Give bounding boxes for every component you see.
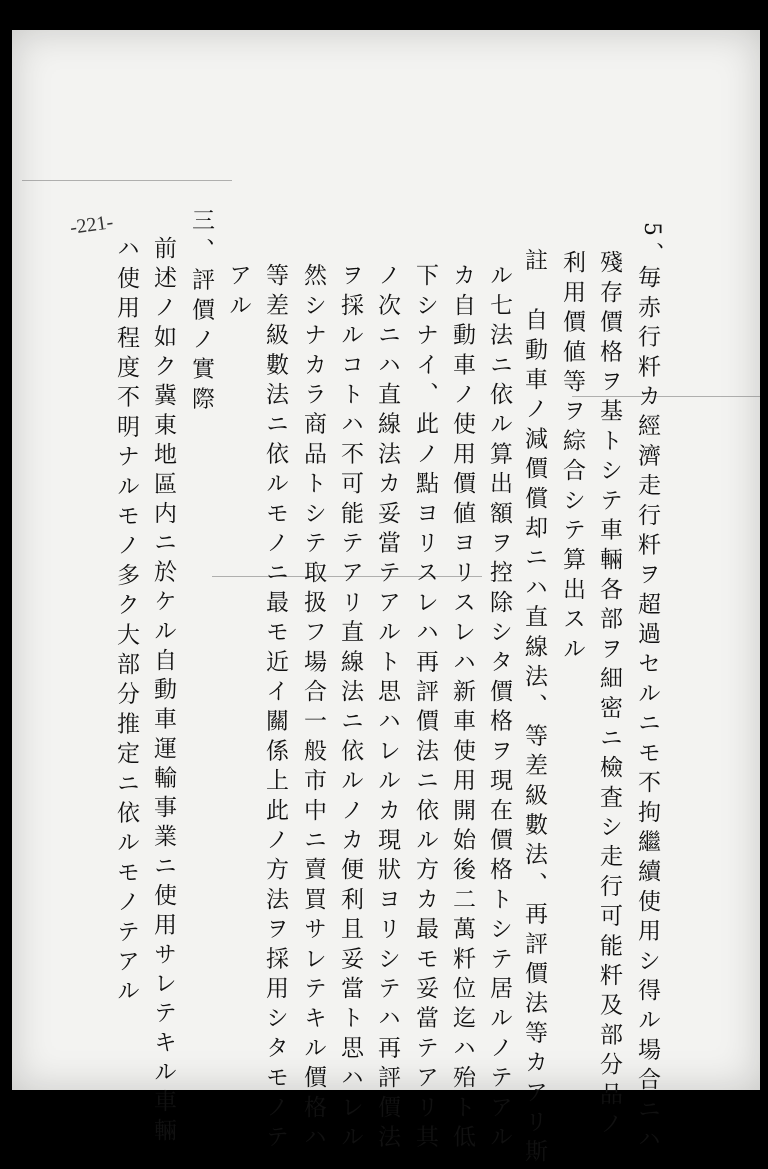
note-column-3: カ自動車ノ使用價値ヨリスレハ新車使用開始後二萬粁位迄ハ殆ト低 [449,263,475,1154]
note-column-7: 然シナカラ商品トシテ取扱フ場合一般市中ニ賣買サレテキル價格ハ [300,263,326,1154]
section-heading: 三、評價ノ實際 [188,208,214,416]
note-column-9: アル [225,263,251,323]
note-column-6: ヲ採ルコトハ不可能テアリ直線法ニ依ルノカ便利且妥當ト思ハレル [337,263,363,1154]
scan-line-top [22,180,232,181]
body-column-1: 前述ノ如ク冀東地區内ニ於ケル自動車運輸事業ニ使用サレテキル車輛 [150,236,176,1148]
text-column-3: 利用價値等ヲ綜合シテ算出スル [559,250,585,666]
note-column-5: ノ次ニハ直線法カ妥當テアルト思ハレルカ現狀ヨリシテハ再評價法 [374,263,400,1154]
note-column-8: 等差級數法ニ依ルモノニ最モ近イ關係上此ノ方法ヲ採用シタモノテ [262,263,288,1154]
note-column-1: 註 自動車ノ減價償却ニハ直線法、等差級數法、再評價法等カアリ斯 [521,248,547,1169]
page-number: -221- [68,211,115,239]
body-column-2: ハ使用程度不明ナルモノ多ク大部分推定ニ依ルモノテアル [113,236,139,1009]
text-column-1: 毎赤行粁カ經濟走行粁ヲ超過セルニモ不拘繼續使用シ得ル場合ニハ [634,265,660,1156]
text-column-2: 殘存價格ヲ基トシテ車輛各部ヲ細密ニ檢査シ走行可能粁及部分品ノ [596,250,622,1141]
note-column-4: 下シナイ、此ノ點ヨリスレハ再評價法ニ依ル方カ最モ妥當テアリ其 [412,263,438,1155]
item-number: 5、 [639,222,664,270]
note-column-2: ル七法ニ依ル算出額ヲ控除シタ價格ヲ現在價格トシテ居ルノテアル [486,263,512,1154]
